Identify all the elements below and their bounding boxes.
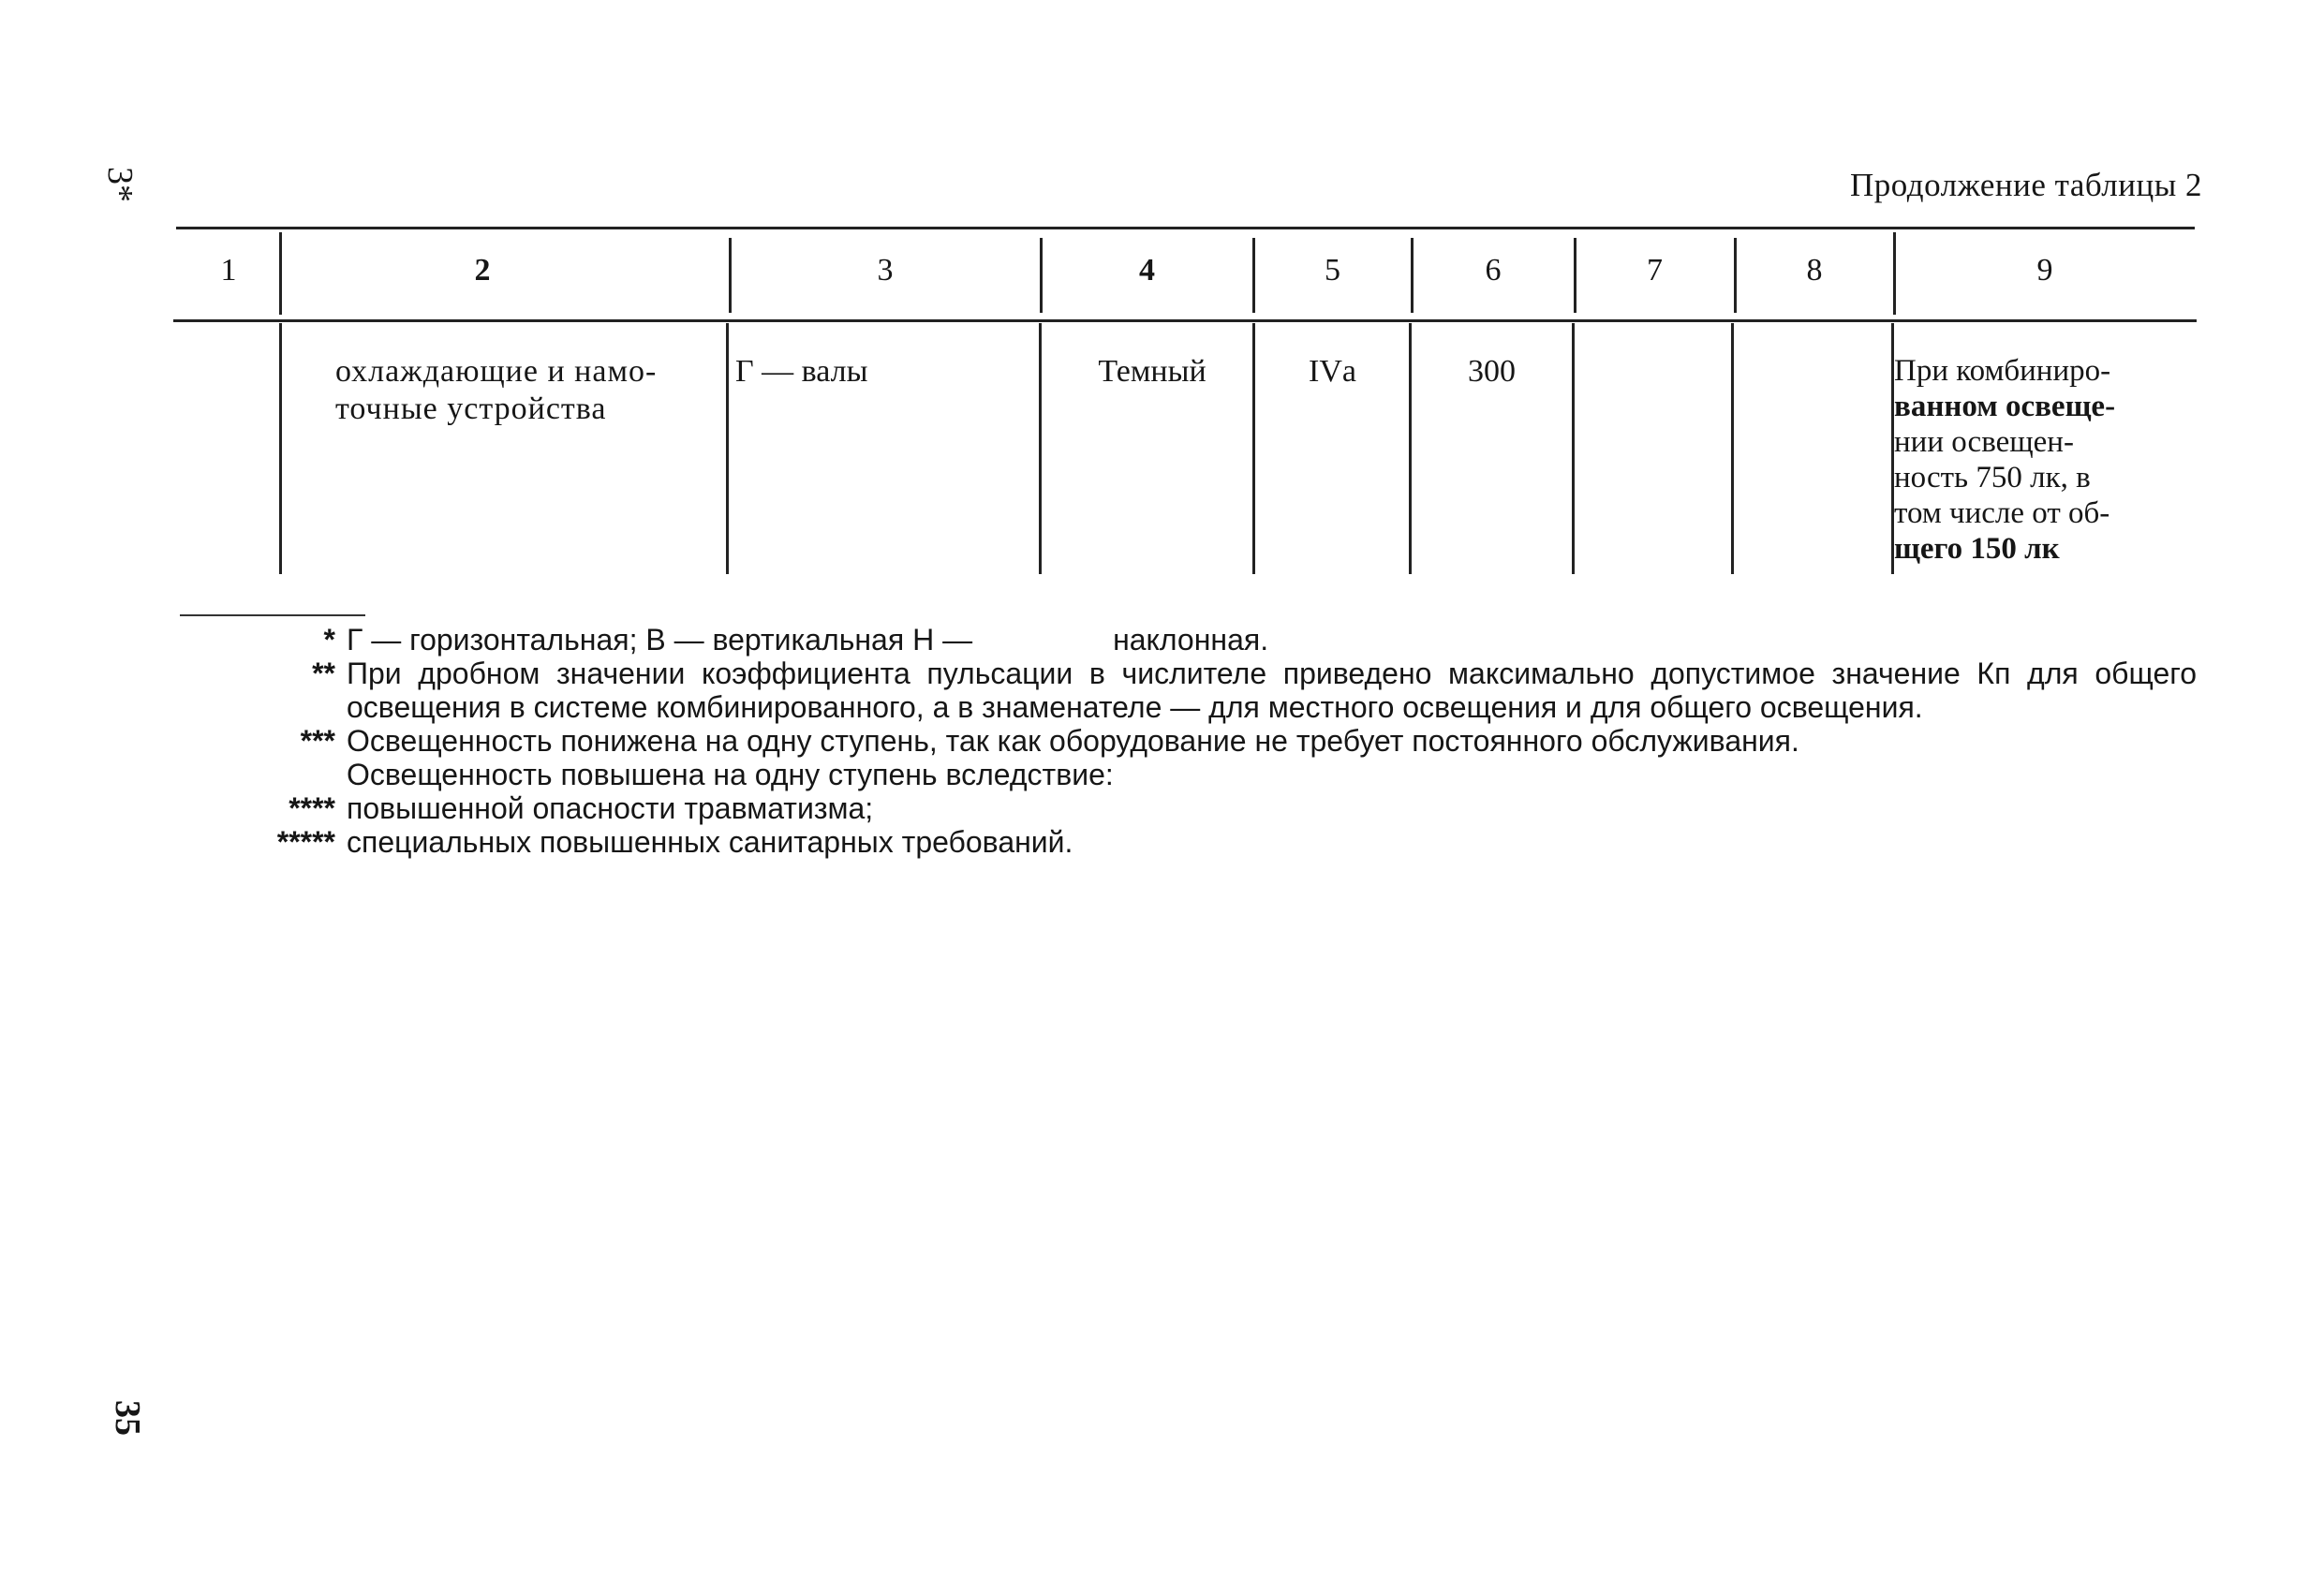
footnote-text: Г — горизонтальная; В — вертикальная Н —	[347, 623, 973, 657]
footnote-marker: ****	[289, 791, 335, 825]
column-divider	[1572, 323, 1575, 574]
footnote-marker: ***	[300, 724, 335, 758]
column-number-8: 8	[1806, 253, 1823, 288]
cell-equipment-name	[335, 353, 710, 428]
footnote-4	[239, 791, 2197, 825]
footnote-2	[239, 657, 2197, 724]
footnote-marker: *****	[276, 825, 335, 859]
footnote-1	[239, 623, 2197, 657]
column-number-6: 6	[1485, 253, 1502, 288]
column-number-3: 3	[877, 253, 894, 288]
footnote-text: При дробном значении коэффициента пульсации в числителе приведено максимально допустимое значение Кп для общего освещения в системе комбинированного, а в знаменателе — для местного освещения и для общего освещения.	[347, 657, 2197, 724]
cell-line: ванном освеще-	[1894, 390, 2116, 423]
cell-line: щего 150 лк	[1894, 532, 2060, 566]
footnote-separator	[180, 614, 365, 616]
footnote-text: повышенной опасности травматизма;	[347, 791, 874, 825]
table-top-rule	[176, 227, 2195, 229]
column-number-1: 1	[220, 253, 237, 288]
footnote-text: специальных повышенных санитарных требований.	[347, 825, 1073, 859]
cell-line: точные устройства	[335, 391, 607, 426]
footnote-3	[239, 724, 2197, 758]
header-bottom-rule	[173, 319, 2197, 322]
footnote-intro	[239, 758, 2197, 791]
column-divider	[1252, 323, 1255, 574]
footnote-text: Освещенность повышена на одну ступень вследствие:	[347, 758, 1114, 791]
cell-line: нии освещен-	[1894, 425, 2074, 459]
footnotes	[239, 623, 2197, 859]
column-divider	[279, 323, 282, 574]
cell-line: охлаждающие и намо-	[335, 354, 658, 389]
cell-background: Темный	[1098, 354, 1206, 389]
column-divider	[1409, 323, 1412, 574]
footnote-marker: **	[312, 657, 335, 690]
column-number-9: 9	[2036, 253, 2053, 288]
table-continuation-title: Продолжение таблицы 2	[1850, 167, 2202, 203]
cell-illuminance: 300	[1468, 354, 1516, 389]
column-number-7: 7	[1647, 253, 1663, 288]
cell-work-surface: Г — валы	[735, 354, 868, 389]
cell-line: При комбиниро-	[1894, 354, 2111, 388]
cell-line: том числе от об-	[1894, 496, 2110, 530]
column-number-5: 5	[1325, 253, 1340, 288]
footnote-text: Освещенность понижена на одну ступень, так как оборудование не требует постоянного обслуживания.	[347, 724, 1799, 758]
cell-visual-category: IVа	[1309, 354, 1356, 389]
column-number-2: 2	[474, 253, 491, 288]
column-divider	[1039, 323, 1042, 574]
cell-note	[1894, 353, 2198, 567]
footnote-5	[239, 825, 2197, 859]
page-number: 35	[108, 1400, 147, 1436]
signature-mark: 3*	[100, 167, 140, 202]
footnote-marker: *	[323, 623, 335, 657]
column-divider	[1731, 323, 1734, 574]
column-divider	[726, 323, 729, 574]
column-number-4: 4	[1139, 253, 1155, 288]
footnote-text: наклонная.	[1113, 623, 1269, 657]
cell-line: ность 750 лк, в	[1894, 461, 2091, 494]
